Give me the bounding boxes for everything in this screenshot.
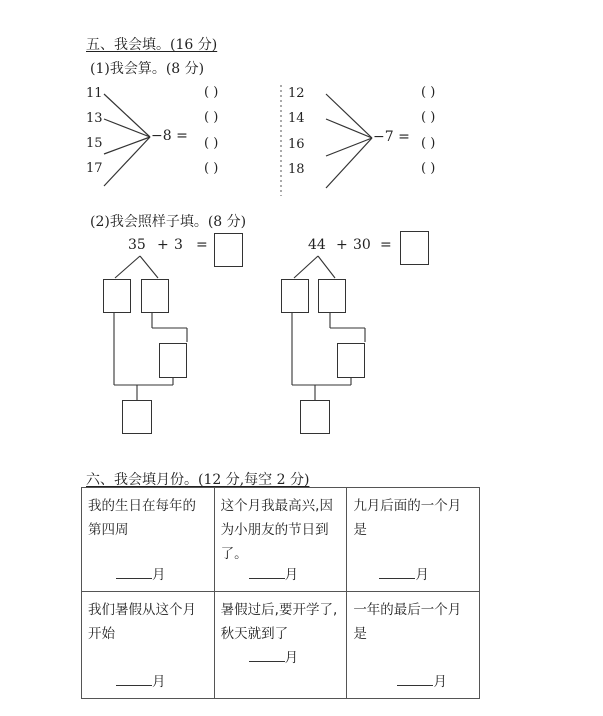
month-cell bbox=[82, 592, 215, 699]
question-text: 一年的最后一个月是 bbox=[353, 602, 462, 642]
left-split-box[interactable] bbox=[141, 279, 169, 313]
question-text: 暑假过后,要开学了,秋天就到了 bbox=[220, 602, 338, 642]
answer-paren[interactable]: ( ) bbox=[204, 85, 219, 100]
month-cell bbox=[214, 592, 347, 699]
answer-paren[interactable]: ( ) bbox=[421, 161, 436, 176]
question-text: 这个月我最高兴,因为小朋友的节日到了。 bbox=[220, 498, 333, 562]
right-operator: −7 = bbox=[373, 129, 410, 145]
answer-blank[interactable] bbox=[116, 670, 166, 694]
left-number: 13 bbox=[86, 111, 103, 126]
right-sum-box[interactable] bbox=[337, 343, 365, 378]
month-table bbox=[81, 487, 480, 699]
month-cell bbox=[82, 488, 215, 592]
left-total-box[interactable] bbox=[122, 400, 152, 434]
part1-title: (1)我会算。(8 分) bbox=[90, 61, 205, 77]
right-total-box[interactable] bbox=[300, 400, 330, 434]
month-unit: 月 bbox=[284, 567, 299, 583]
right-number: 18 bbox=[288, 162, 305, 177]
left-addend-b: 3 bbox=[174, 237, 183, 253]
right-number: 16 bbox=[288, 137, 305, 152]
answer-blank[interactable] bbox=[249, 563, 299, 587]
left-number: 17 bbox=[86, 161, 103, 176]
question-text: 我的生日在每年的第四周 bbox=[88, 498, 196, 538]
right-result-box[interactable] bbox=[400, 231, 429, 265]
right-addend-a: 44 bbox=[308, 237, 326, 253]
answer-blank[interactable] bbox=[379, 563, 429, 587]
left-operator: −8 = bbox=[151, 128, 188, 144]
right-equals: = bbox=[380, 237, 392, 253]
section5-title: 五、我会填。(16 分) bbox=[86, 37, 218, 53]
question-text: 我们暑假从这个月开始 bbox=[88, 602, 196, 642]
left-equals: = bbox=[196, 237, 208, 253]
month-unit: 月 bbox=[433, 674, 447, 690]
right-number: 14 bbox=[288, 111, 305, 126]
month-unit: 月 bbox=[152, 567, 166, 583]
month-unit: 月 bbox=[152, 674, 166, 690]
section6-title: 六、我会填月份。(12 分,每空 2 分) bbox=[86, 472, 310, 488]
left-number: 11 bbox=[86, 86, 103, 101]
part2-title: (2)我会照样子填。(8 分) bbox=[90, 214, 247, 230]
answer-paren[interactable]: ( ) bbox=[421, 136, 436, 151]
month-unit: 月 bbox=[415, 567, 429, 583]
month-cell bbox=[347, 592, 480, 699]
right-addend-b: 30 bbox=[353, 237, 371, 253]
answer-paren[interactable]: ( ) bbox=[204, 136, 219, 151]
answer-paren[interactable]: ( ) bbox=[204, 110, 219, 125]
answer-paren[interactable]: ( ) bbox=[421, 110, 436, 125]
question-text: 九月后面的一个月是 bbox=[353, 498, 462, 538]
answer-blank[interactable] bbox=[116, 563, 166, 587]
answer-paren[interactable]: ( ) bbox=[421, 85, 436, 100]
right-split-box[interactable] bbox=[281, 279, 309, 313]
month-unit: 月 bbox=[284, 650, 299, 666]
answer-blank[interactable] bbox=[397, 670, 447, 694]
left-split-box[interactable] bbox=[103, 279, 131, 313]
left-addend-a: 35 bbox=[128, 237, 146, 253]
answer-blank[interactable] bbox=[249, 646, 299, 670]
left-plus: + bbox=[157, 237, 169, 253]
right-split-box[interactable] bbox=[318, 279, 346, 313]
right-number: 12 bbox=[288, 86, 305, 101]
left-result-box[interactable] bbox=[214, 233, 243, 267]
answer-paren[interactable]: ( ) bbox=[204, 161, 219, 176]
month-cell bbox=[347, 488, 480, 592]
left-sum-box[interactable] bbox=[159, 343, 187, 378]
right-plus: + bbox=[336, 237, 348, 253]
month-cell bbox=[214, 488, 347, 592]
left-number: 15 bbox=[86, 136, 103, 151]
